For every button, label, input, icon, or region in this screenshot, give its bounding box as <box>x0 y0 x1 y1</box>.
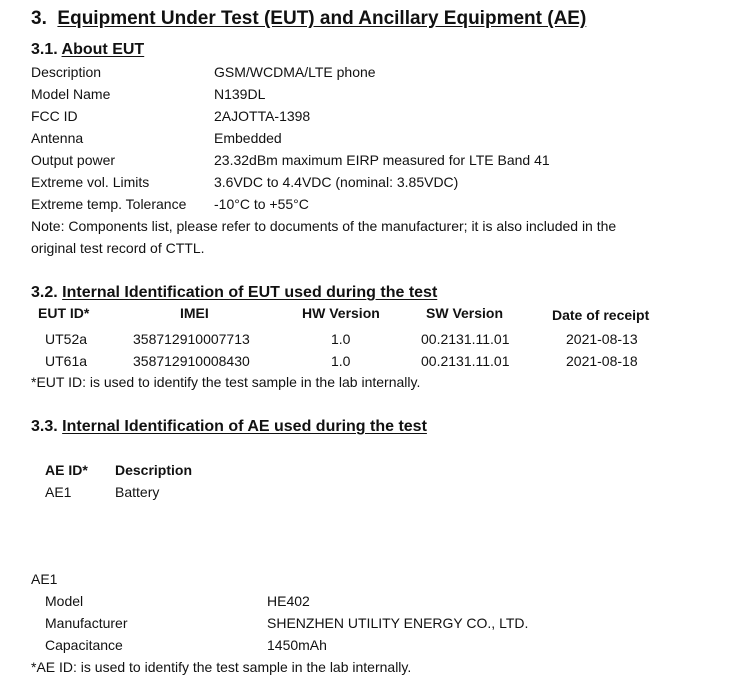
table-cell: 00.2131.11.01 <box>421 331 510 347</box>
eut-info-value: -10°C to +55°C <box>214 196 309 212</box>
section-3-1-title: About EUT <box>61 41 145 58</box>
eut-info-value: 2AJOTTA-1398 <box>214 108 311 124</box>
section-3-1-heading <box>31 41 144 59</box>
table-header: SW Version <box>426 305 504 321</box>
eut-note-line-1: Note: Components list, please refer to documents of the manufacturer; it is also included in the <box>31 218 617 234</box>
section-3-heading <box>31 8 586 30</box>
table-cell: 1.0 <box>331 331 351 347</box>
section-3-3-number: 3.3. <box>31 418 58 435</box>
section-3-number: 3. <box>31 8 47 29</box>
table-header: EUT ID* <box>38 305 90 321</box>
table-header: IMEI <box>180 305 209 321</box>
ae1-detail-label: Model <box>45 593 84 609</box>
eut-info-label: Description <box>31 64 102 80</box>
section-3-2-title: Internal Identification of EUT used during the test <box>62 284 438 301</box>
eut-id-footnote: *EUT ID: is used to identify the test sample in the lab internally. <box>31 374 421 390</box>
eut-info-label: FCC ID <box>31 108 78 124</box>
table-cell: AE1 <box>45 484 72 500</box>
ae-id-footnote: *AE ID: is used to identify the test sample in the lab internally. <box>31 659 412 675</box>
table-header: AE ID* <box>45 462 88 478</box>
section-3-title: Equipment Under Test (EUT) and Ancillary Equipment (AE) <box>57 8 587 29</box>
table-cell: Battery <box>115 484 160 500</box>
table-cell: 1.0 <box>331 353 351 369</box>
eut-info-label: Extreme temp. Tolerance <box>31 196 187 212</box>
ae1-heading: AE1 <box>31 571 58 587</box>
table-cell: UT61a <box>45 353 88 369</box>
eut-info-value: N139DL <box>214 86 266 102</box>
ae1-detail-label: Manufacturer <box>45 615 128 631</box>
table-header: Description <box>115 462 193 478</box>
eut-info-label: Output power <box>31 152 116 168</box>
eut-info-value: Embedded <box>214 130 282 146</box>
section-3-2-number: 3.2. <box>31 284 58 301</box>
eut-info-value: 3.6VDC to 4.4VDC (nominal: 3.85VDC) <box>214 174 459 190</box>
section-3-3-heading <box>31 418 427 436</box>
table-cell: 358712910008430 <box>133 353 250 369</box>
eut-info-label: Extreme vol. Limits <box>31 174 150 190</box>
table-header: HW Version <box>302 305 380 321</box>
table-cell: 2021-08-18 <box>566 353 638 369</box>
eut-note-line-2: original test record of CTTL. <box>31 240 205 256</box>
table-cell: UT52a <box>45 331 88 347</box>
section-3-1-number: 3.1. <box>31 41 58 58</box>
eut-info-label: Antenna <box>31 130 84 146</box>
table-cell: 358712910007713 <box>133 331 250 347</box>
ae1-detail-label: Capacitance <box>45 637 123 653</box>
table-cell: 00.2131.11.01 <box>421 353 510 369</box>
section-3-2-heading <box>31 284 437 302</box>
ae1-detail-value: 1450mAh <box>267 637 327 653</box>
table-header: Date of receipt <box>552 307 650 323</box>
table-cell: 2021-08-13 <box>566 331 638 347</box>
eut-info-label: Model Name <box>31 86 111 102</box>
ae1-detail-value: HE402 <box>267 593 310 609</box>
section-3-3-title: Internal Identification of AE used during the test <box>62 418 427 435</box>
eut-info-value: 23.32dBm maximum EIRP measured for LTE Band 41 <box>214 152 550 168</box>
eut-info-value: GSM/WCDMA/LTE phone <box>214 64 376 80</box>
ae1-detail-value: SHENZHEN UTILITY ENERGY CO., LTD. <box>267 615 529 631</box>
